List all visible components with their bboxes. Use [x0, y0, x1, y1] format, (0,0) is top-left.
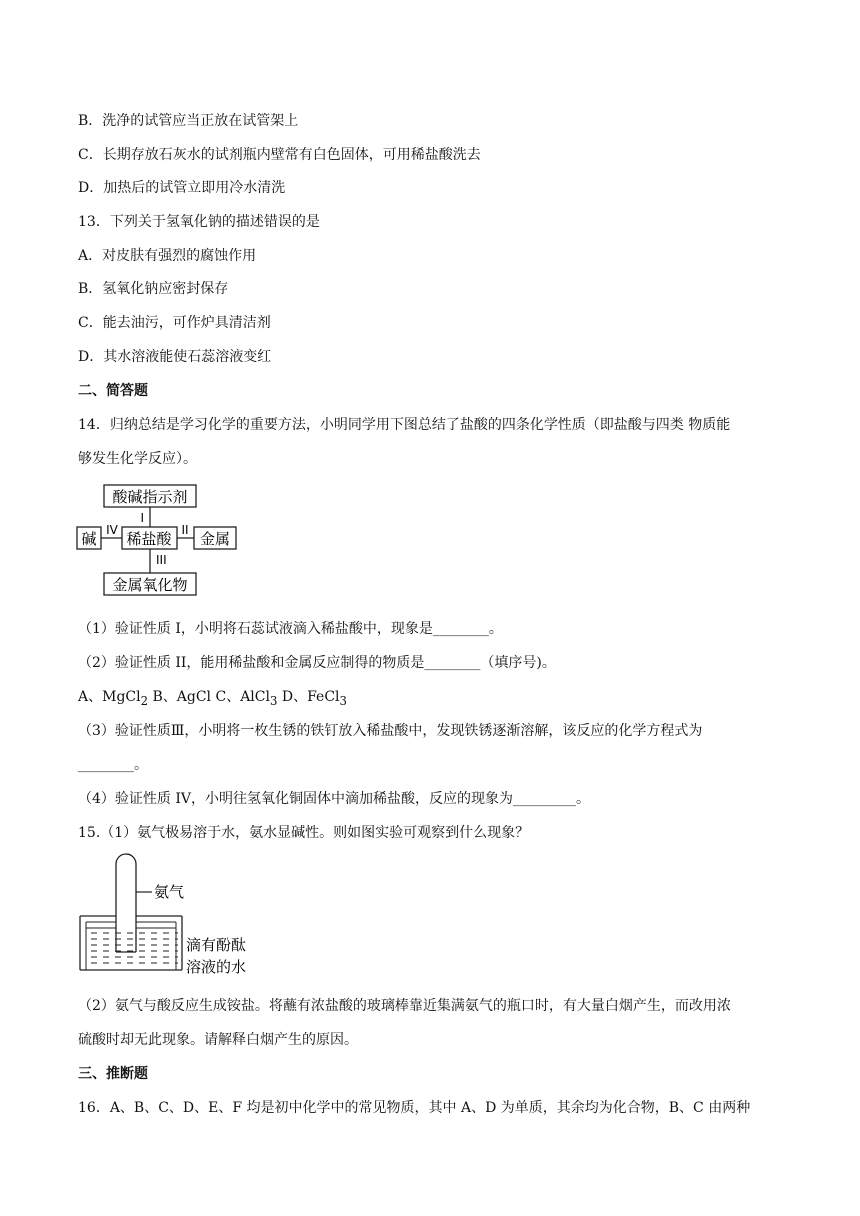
label-phenolphthalein: 滴有酚酞 — [186, 936, 247, 954]
question-14-options — [78, 687, 347, 711]
diagram-label-indicator: 酸碱指示剂 — [112, 488, 188, 506]
label-solution-water: 溶液的水 — [186, 958, 247, 976]
question-14-part1: （1）验证性质 I，小明将石蕊试液滴入稀盐酸中，现象是________。 — [78, 621, 503, 637]
option-d-formula: D、FeCl — [277, 689, 340, 705]
option-a-formula: A、MgCl — [78, 689, 141, 705]
question-15-part2-line1: （2）氨气与酸反应生成铵盐。将蘸有浓盐酸的玻璃棒靠近集满氨气的瓶口时，有大量白烟产生，而改用浓 — [78, 998, 731, 1014]
question-14-line1: 14．归纳总结是学习化学的重要方法，小明同学用下图总结了盐酸的四条化学性质（即盐酸与四类 物质能 — [78, 417, 731, 433]
option-b-c-formula: B、AgCl C、AlCl — [148, 689, 270, 705]
question-14-part3-blank: ________。 — [78, 757, 148, 773]
section-heading-inference: 三、推断题 — [78, 1066, 148, 1082]
hcl-properties-diagram — [74, 482, 244, 600]
question-15: 15.（1）氨气极易溶于水，氨水显碱性。则如图实验可观察到什么现象？ — [78, 825, 530, 841]
label-ammonia-gas: 氨气 — [154, 883, 185, 901]
question-13: 13．下列关于氢氧化钠的描述错误的是 — [78, 214, 320, 230]
q13-option-a: A．对皮肤有强烈的腐蚀作用 — [78, 248, 257, 264]
relation-label-3: III — [156, 553, 167, 567]
diagram-label-center: 稀盐酸 — [126, 530, 172, 548]
question-14-part2: （2）验证性质 II，能用稀盐酸和金属反应制得的物质是________（填序号)。 — [78, 655, 556, 671]
q13-option-b: B．氢氧化钠应密封保存 — [78, 281, 229, 297]
option-b-text: B．洗净的试管应当正放在试管架上 — [78, 113, 299, 129]
option-d-subscript: 3 — [339, 693, 347, 708]
q13-option-d: D．其水溶液能使石蕊溶液变红 — [78, 349, 272, 365]
ammonia-experiment-diagram — [78, 852, 278, 980]
diagram-label-metal: 金属 — [199, 530, 231, 548]
q13-option-c: C．能去油污，可作炉具清洁剂 — [78, 315, 271, 331]
question-14-part4: （4）验证性质 IV，小明往氢氧化铜固体中滴加稀盐酸，反应的现象为_________。 — [78, 791, 590, 807]
diagram-label-base: 碱 — [81, 530, 97, 548]
section-heading-short-answer: 二、简答题 — [78, 383, 148, 399]
option-d-text: D．加热后的试管立即用冷水清洗 — [78, 180, 286, 196]
option-c-text: C．长期存放石灰水的试剂瓶内壁常有白色固体，可用稀盐酸洗去 — [78, 147, 481, 163]
question-14-part3: （3）验证性质Ⅲ，小明将一枚生锈的铁钉放入稀盐酸中，发现铁锈逐渐溶解，该反应的化学方程式为 — [78, 723, 703, 739]
question-16: 16．A、B、C、D、E、F 均是初中化学中的常见物质，其中 A、D 为单质，其余均为化合物，B、C 由两种 — [78, 1100, 751, 1116]
relation-label-1: I — [140, 511, 144, 525]
relation-label-4: IV — [106, 523, 118, 537]
relation-label-2: II — [181, 523, 189, 537]
question-14-line2: 够发生化学反应）。 — [78, 451, 197, 467]
option-a-subscript: 2 — [140, 693, 149, 708]
diagram-label-metal-oxide: 金属氧化物 — [112, 576, 188, 594]
option-c-subscript: 3 — [269, 693, 278, 708]
question-15-part2-line2: 硫酸时却无此现象。请解释白烟产生的原因。 — [78, 1032, 358, 1048]
